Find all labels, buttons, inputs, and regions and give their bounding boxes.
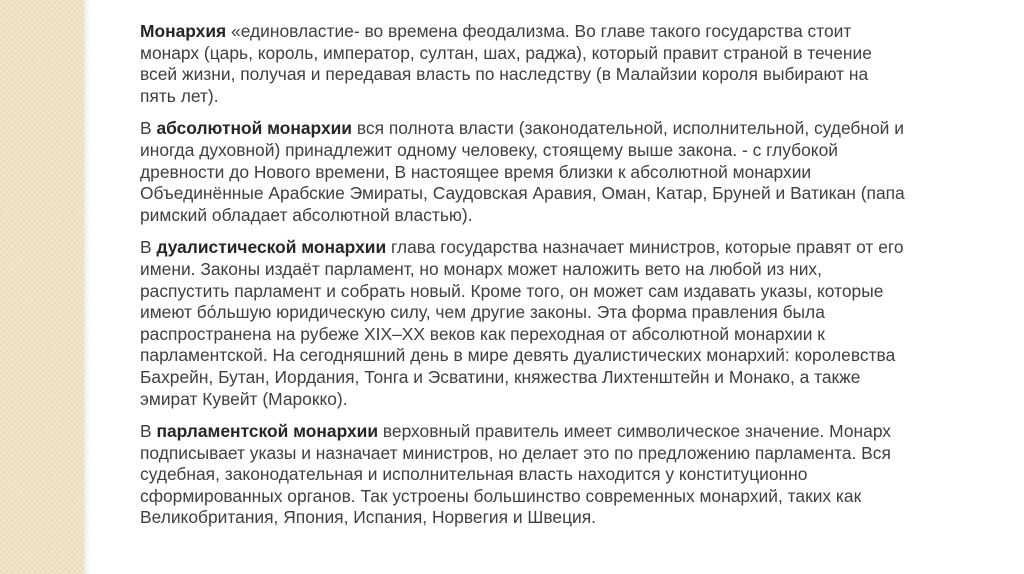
term-absolute-monarchy: абсолютной монархии <box>156 118 352 139</box>
decorative-side-band <box>0 0 84 574</box>
text-fragment: вся полнота власти (законодательной, исполнительной, судебной и <box>352 118 904 139</box>
text-fragment: В <box>140 237 157 258</box>
text-line: распустить парламент и собрать новый. Кроме того, он может сам издавать указы, которые <box>140 280 884 301</box>
text-fragment: верховный правитель имеет символическое значение. Монарх <box>378 421 891 442</box>
slide-text-body <box>140 21 996 540</box>
term-parliamentary-monarchy: парламентской монархии <box>156 421 379 442</box>
paragraph-dualistic-monarchy <box>140 237 996 410</box>
text-line: имеют бо́льшую юридическую силу, чем другие законы. Эта форма правления была <box>140 302 825 323</box>
text-line: эмират Кувейт (Марокко). <box>140 388 348 409</box>
text-line: судебная, законодательная и исполнительная власть находится у конституционно <box>140 464 808 485</box>
text-line: Объединённые Арабские Эмираты, Саудовская Аравия, Оман, Катар, Бруней и Ватикан (папа <box>140 183 905 204</box>
text-line <box>140 237 996 259</box>
paragraph-monarchy <box>140 21 996 107</box>
text-line: монарх (царь, король, император, султан, шах, раджа), который правит страной в течение <box>140 42 872 63</box>
text-line: Великобритания, Япония, Испания, Норвегия и Швеция. <box>140 507 596 528</box>
text-line: парламентской. На сегодняшний день в мире девять дуалистических монархий: королевства <box>140 345 896 366</box>
text-fragment: В <box>140 118 157 139</box>
text-fragment: В <box>140 421 157 442</box>
text-line: древности до Нового времени, В настоящее время близки к абсолютной монархии <box>140 161 812 182</box>
text-line: имени. Законы издаёт парламент, но монарх может наложить вето на любой из них, <box>140 258 822 279</box>
text-line: подписывает указы и назначает министров, но делает это по предложению парламента. Вся <box>140 442 891 463</box>
text-line: всей жизни, получая и передавая власть по наследству (в Малайзии короля выбирают на <box>140 64 869 85</box>
text-line <box>140 421 996 443</box>
term-monarchy: Монархия <box>140 21 227 41</box>
text-line: сформированных органов. Так устроены большинство современных монархий, таких как <box>140 485 862 506</box>
text-fragment: «единовластие- во времена феодализма. Во главе такого государства стоит <box>226 21 852 41</box>
term-dualistic-monarchy: дуалистической монархии <box>156 237 387 258</box>
text-line: римский обладает абсолютной властью). <box>140 204 473 225</box>
paragraph-parliamentary-monarchy <box>140 421 996 529</box>
text-line <box>140 118 996 140</box>
text-fragment: глава государства назначает министров, которые правят от его <box>386 237 904 258</box>
text-line: пять лет). <box>140 85 219 106</box>
side-band-shadow <box>84 0 90 574</box>
text-line: иногда духовной) принадлежит одному человеку, стоящему выше закона. - с глубокой <box>140 139 839 160</box>
text-line: Бахрейн, Бутан, Иордания, Тонга и Эсватини, княжества Лихтенштейн и Монако, а также <box>140 366 861 387</box>
text-line: распространена на рубеже XIX–XX веков как переходная от абсолютной монархии к <box>140 323 825 344</box>
paragraph-absolute-monarchy <box>140 118 996 226</box>
text-line <box>140 21 996 43</box>
